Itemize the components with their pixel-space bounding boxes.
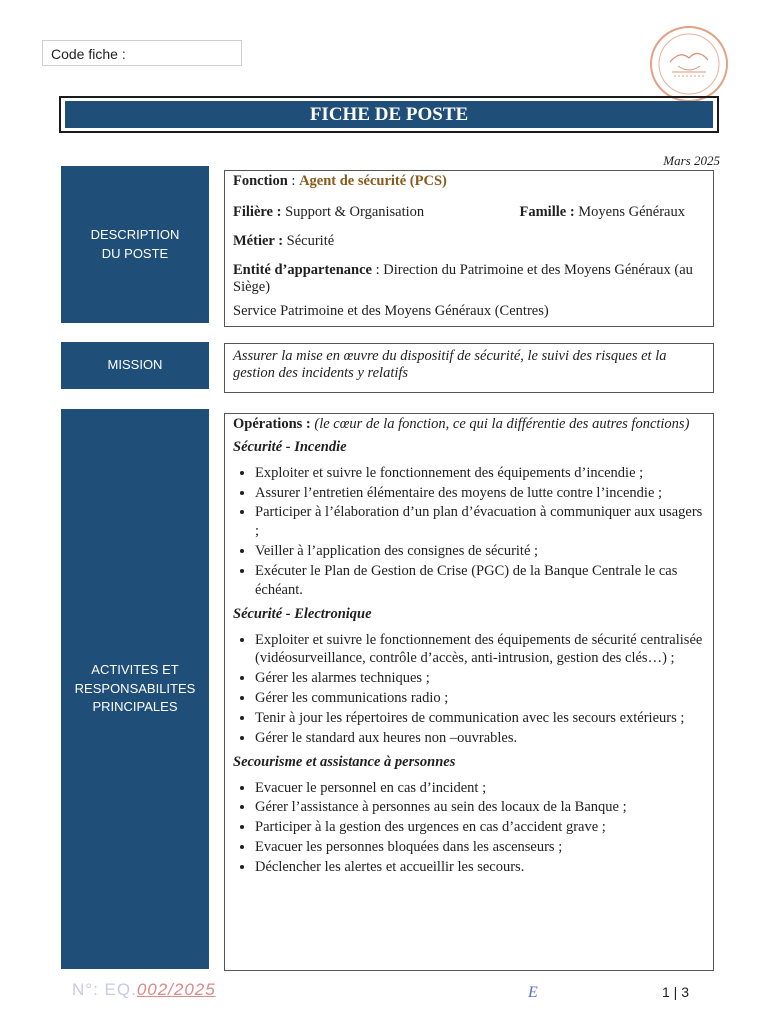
list-item: • Gérer les communications radio ; <box>255 689 705 708</box>
code-fiche-label: Code fiche : <box>51 46 126 62</box>
description-side-label <box>61 166 209 323</box>
list-item: • Gérer les alarmes techniques ; <box>255 669 705 688</box>
entite-label: Entité d’appartenance <box>233 262 372 278</box>
document-date: Mars 2025 <box>663 153 720 168</box>
famille-field <box>519 204 685 221</box>
fonction-value: Agent de sécurité (PCS) <box>299 173 447 189</box>
fonction-row: Fonction : Agent de sécurité (PCS) <box>233 173 447 189</box>
list-item: • Exploiter et suivre le fonctionnement des équipements d’incendie ; <box>255 464 705 483</box>
section-title: Sécurité - Incendie <box>233 438 347 455</box>
section-title: Secourisme et assistance à personnes <box>233 753 456 770</box>
entite-value: Direction du Patrimoine et des Moyens Généraux (au Siège) <box>233 262 693 295</box>
mission-side-label <box>61 342 209 389</box>
section-list <box>233 631 705 748</box>
famille-value: Moyens Généraux <box>578 204 685 220</box>
section-list <box>233 464 705 600</box>
list-item: • Déclencher les alertes et accueillir les secours. <box>255 858 705 877</box>
list-item: • Exploiter et suivre le fonctionnement des équipements de sécurité centralisée (vidéosurveillance, contrôle d’accès, anti-intrusion, gestion des clés…) ; <box>255 631 705 669</box>
operations-heading <box>233 416 705 433</box>
list-item: • Gérer l’assistance à personnes au sein des locaux de la Banque ; <box>255 798 705 817</box>
famille-label: Famille : <box>519 204 575 220</box>
official-stamp <box>650 26 728 102</box>
description-side-text: DESCRIPTION DU POSTE <box>90 226 180 261</box>
entite-row: Entité d’appartenance : Direction du Patrimoine et des Moyens Généraux (au Siège) <box>233 262 693 295</box>
filiere-famille-row <box>233 204 705 221</box>
list-item: • Gérer le standard aux heures non –ouvrables. <box>255 729 705 748</box>
filiere-value: Support & Organisation <box>285 204 425 220</box>
stamp-graphic <box>652 28 726 100</box>
list-item: • Participer à la gestion des urgences en cas d’accident grave ; <box>255 818 705 837</box>
operations-label: Opérations : <box>233 416 311 432</box>
handwritten-initial: E <box>528 984 538 1001</box>
section-list <box>233 779 705 877</box>
reference-number <box>72 980 216 1000</box>
activites-content <box>224 413 714 971</box>
service-line: Service Patrimoine et des Moyens Généraux (Centres) <box>233 303 549 320</box>
metier-label: Métier : <box>233 233 284 249</box>
list-item: • Evacuer le personnel en cas d’incident ; <box>255 779 705 798</box>
list-item: • Participer à l’élaboration d’un plan d’évacuation à communiquer aux usagers ; <box>255 503 705 541</box>
activites-side-label <box>61 409 209 969</box>
metier-row <box>233 233 705 250</box>
operations-note: (le cœur de la fonction, ce qui la différentie des autres fonctions) <box>314 416 690 432</box>
list-item: • Evacuer les personnes bloquées dans les ascenseurs ; <box>255 838 705 857</box>
section-title: Sécurité - Electronique <box>233 605 372 622</box>
reference-prefix: N°: EQ. <box>72 980 137 999</box>
list-item: • Assurer l’entretien élémentaire des moyens de lutte contre l’incendie ; <box>255 484 705 503</box>
mission-side-text: MISSION <box>107 357 163 373</box>
filiere-label: Filière : <box>233 204 282 220</box>
description-content <box>224 170 714 327</box>
page-number: 1 | 3 <box>662 984 689 1000</box>
list-item: • Tenir à jour les répertoires de communication avec les secours extérieurs ; <box>255 709 705 728</box>
mission-text: Assurer la mise en œuvre du dispositif de sécurité, le suivi des risques et la gestion des incidents y relatifs <box>233 348 667 381</box>
list-item: • Exécuter le Plan de Gestion de Crise (PGC) de la Banque Centrale le cas échéant. <box>255 562 705 600</box>
activity-sections <box>233 439 705 877</box>
fonction-label: Fonction <box>233 173 288 189</box>
code-fiche-field <box>42 40 242 66</box>
list-item: • Veiller à l’application des consignes de sécurité ; <box>255 542 705 561</box>
page-title: FICHE DE POSTE <box>65 101 713 128</box>
metier-value: Sécurité <box>286 233 335 249</box>
filiere-field <box>233 204 424 221</box>
reference-handwritten: 002/2025 <box>136 980 216 999</box>
mission-content <box>224 343 714 393</box>
activites-side-text: ACTIVITES ET RESPONSABILITES PRINCIPALES <box>74 661 196 715</box>
